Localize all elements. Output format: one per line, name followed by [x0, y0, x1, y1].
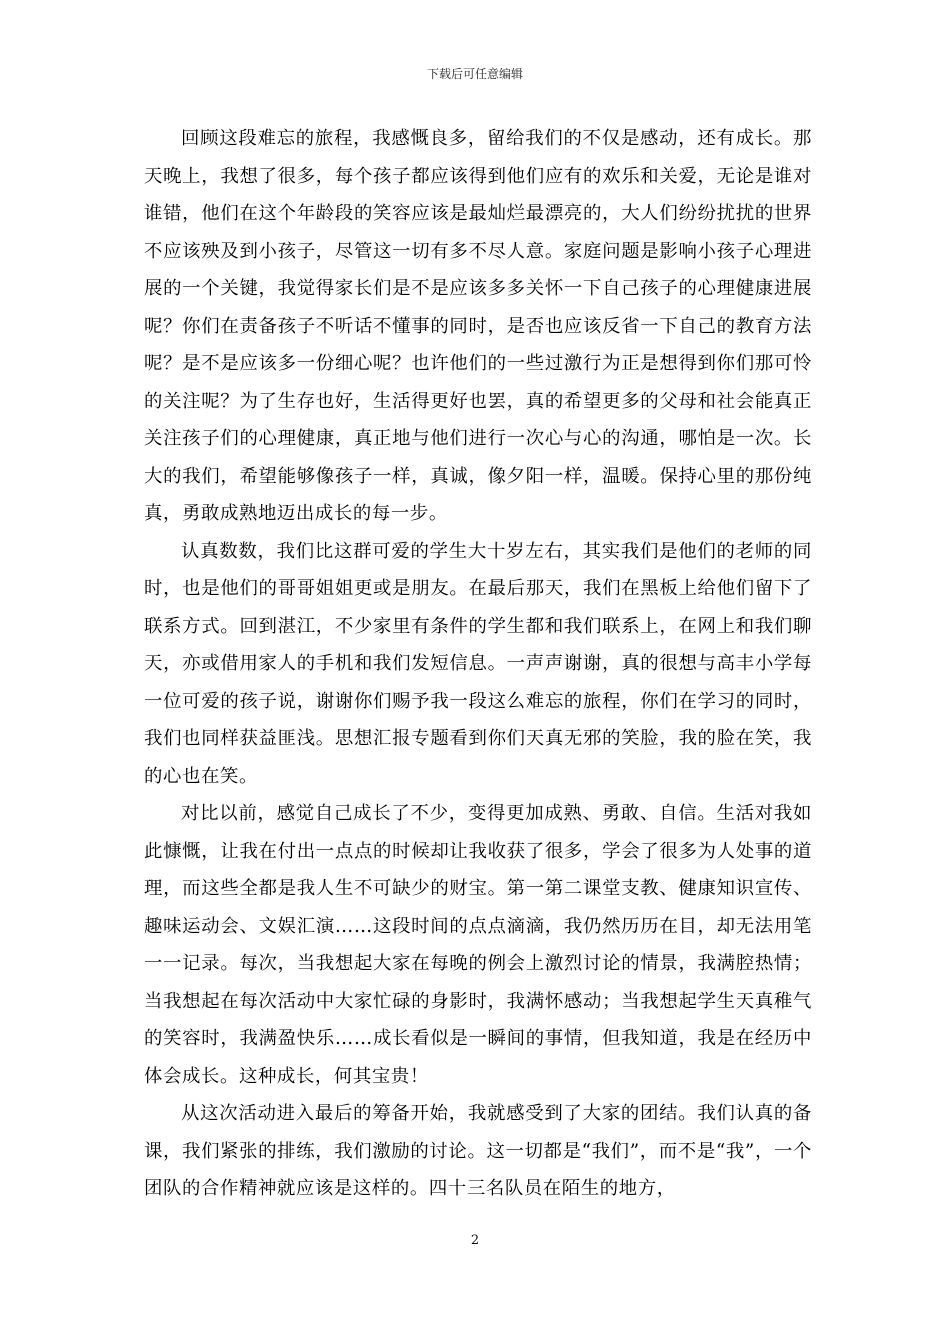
document-body [144, 120, 812, 1208]
paragraph: 从这次活动进入最后的筹备开始，我就感受到了大家的团结。我们认真的备课，我们紧张的排练，我们激励的讨论。这一切都是“我们”，而不是“我”，一个团队的合作精神就应该是这样的。四十三名队员在陌生的地方， [144, 1103, 812, 1199]
paragraph: 认真数数，我们比这群可爱的学生大十岁左右，其实我们是他们的老师的同时，也是他们的哥哥姐姐更或是朋友。在最后那天，我们在黑板上给他们留下了联系方式。回到湛江，不少家里有条件的学生都和我们联系上，在网上和我们聊天，亦或借用家人的手机和我们发短信息。一声声谢谢，真的很想与高丰小学每一位可爱的孩子说，谢谢你们赐予我一段这么难忘的旅程，你们在学习的同时，我们也同样获益匪浅。思想汇报专题看到你们天真无邪的笑脸，我的脸在笑，我的心也在笑。 [144, 540, 812, 787]
paragraph: 对比以前，感觉自己成长了不少，变得更加成熟、勇敢、自信。生活对我如此慷慨，让我在付出一点点的时候却让我收获了很多，学会了很多为人处事的道理，而这些全都是我人生不可缺少的财宝。第一第二课堂支教、健康知识宣传、趣味运动会、文娱汇演……这段时间的点点滴滴，我仍然历历在目，却无法用笔一一记录。每次，当我想起大家在每晚的例会上激烈讨论的情景，我满腔热情；当我想起在每次活动中大家忙碌的身影时，我满怀感动；当我想起学生天真稚气的笑容时，我满盈快乐……成长看似是一瞬间的事情，但我知道，我是在经历中体会成长。这种成长，何其宝贵！ [144, 803, 812, 1087]
page-number: 2 [470, 1233, 480, 1248]
page-header: 下载后可任意编辑 [426, 67, 523, 81]
paragraph: 回顾这段难忘的旅程，我感慨良多，留给我们的不仅是感动，还有成长。那天晚上，我想了很多，每个孩子都应该得到他们应有的欢乐和关爱，无论是谁对谁错，他们在这个年龄段的笑容应该是最灿烂最漂亮的，大人们纷纷扰扰的世界不应该殃及到小孩子，尽管这一切有多不尽人意。家庭问题是影响小孩子心理进展的一个关键，我觉得家长们是不是应该多多关怀一下自己孩子的心理健康进展呢？你们在责备孩子不听话不懂事的同时，是否也应该反省一下自己的教育方法呢？是不是应该多一份细心呢？也许他们的一些过激行为正是想得到你们那可怜的关注呢？为了生存也好，生活得更好也罢，真的希望更多的父母和社会能真正关注孩子们的心理健康，真正地与他们进行一次心与心的沟通，哪怕是一次。长大的我们，希望能够像孩子一样，真诚，像夕阳一样，温暖。保持心里的那份纯真，勇敢成熟地迈出成长的每一步。 [144, 128, 812, 524]
